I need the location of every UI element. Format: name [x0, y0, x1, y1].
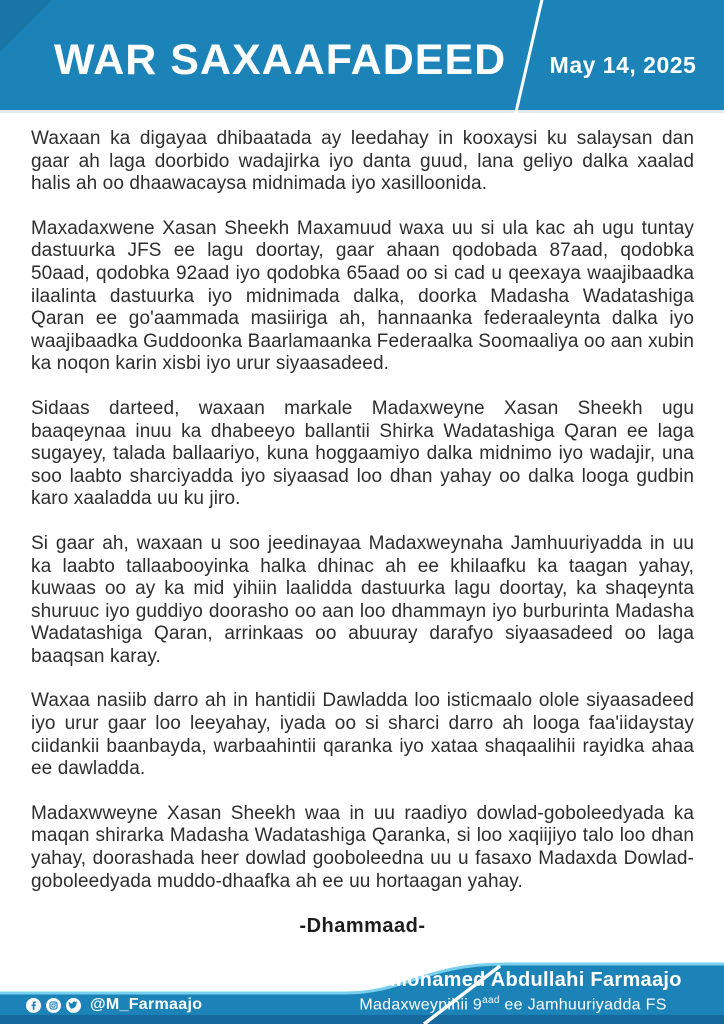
- document-body: [31, 128, 694, 938]
- paragraph-4: Si gaar ah, waxaan u soo jeedinayaa Madaxweynaha Jamhuuriyadda in uu ka laabto tallaabooyinka halka dhinac ah ee khilaafku ka taagan yahay, kuwaas oo ay ka mid yihiin laalidda dastuurka lagu doortay, ka shaqeynta shuruuc iyo guddiyo doorasho oo aan loo dhammayn iyo burburinta Madasha Wadatashiga Qaran, arrinkaas oo abuuray darafyo siyaasadeed oo laga baaqsan karay.: [31, 532, 694, 667]
- twitter-icon: [66, 998, 81, 1013]
- paragraph-5: Waxaa nasiib darro ah in hantidii Dawladda loo isticmaalo olole siyaasadeed iyo urur gaar loo leeyahay, iyada oo si sharci darro ah looga faa'iidaystay ciidankii baanbayda, warbaahintii qaranka iyo xataa shaqaalihii rayidka ahaa ee dawladda.: [31, 690, 694, 780]
- page-title: WAR SAXAAFADEED: [54, 36, 507, 84]
- official-title-ordinal: aad: [482, 994, 500, 1006]
- paragraph-2: Maxadaxwene Xasan Sheekh Maxamuud waxa uu si ula kac ah ugu tuntay dastuurka JFS ee lagu doortay, gaar ahaan qodobada 87aad, qodobka 50aad, qodobka 92aad iyo qodobka 65aad oo si cad u qeexaya waajibaadka ilaalinta dastuurka iyo midnimada dalka, doorka Madasha Wadatashiga Qaran ee go'aammada masiiriga ah, hannaanka federaaleynta dalka iyo waajibaadka Guddoonka Baarlamaanka Federaalka Soomaaliya oo aan xubin ka noqon karin xisbi iyo urur siyaasadeed.: [31, 217, 694, 375]
- official-name: H.E. Mohamed Abdullahi Farmaajo: [344, 968, 682, 991]
- official-title-suffix: ee Jamhuuriyadda FS: [499, 996, 667, 1013]
- footer: [0, 954, 724, 1024]
- facebook-icon: [26, 998, 41, 1013]
- social-handle-group: [26, 996, 202, 1014]
- end-mark: -Dhammaad-: [299, 915, 426, 938]
- header: [0, 0, 724, 113]
- header-corner-accent: [0, 0, 52, 52]
- paragraph-1: Waxaan ka digayaa dhibaatada ay leedahay in kooxaysi ku salaysan dan gaar ah laga doorbido wadajirka iyo danta guud, lana geliyo dalka xaalad halis ah oo dhaawacaysa midnimada iyo xasilloonida.: [31, 128, 694, 195]
- header-diagonal-divider: [512, 0, 545, 123]
- instagram-icon: [46, 998, 61, 1013]
- official-title-prefix: Madaxweynihii 9: [359, 996, 483, 1013]
- paragraph-3: Sidaas darteed, waxaan markale Madaxweyne Xasan Sheekh ugu baaqeynaa inuu ka dhabeeyo ballantii Shirka Wadatashiga Qaran ee laga sugayey, talada ballaariyo, kuna hoggaamiyo dalka midnimo iyo wadajir, una soo laabto sharciyadda iyo siyaasad loo dhan yahay oo dalka looga gudbin karo xaaladda uu ku jiro.: [31, 397, 694, 510]
- header-date: May 14, 2025: [549, 52, 697, 78]
- official-signature: [320, 969, 706, 1014]
- social-handle: @M_Farmaajo: [90, 996, 203, 1013]
- official-title: [320, 995, 706, 1014]
- paragraph-6: Madaxwweyne Xasan Sheekh waa in uu raadiyo dowlad-goboleedyada ka maqan shirarka Madasha Wadatashiga Qaranka, si loo xaqiijiyo talo loo dhan yahay, doorashada heer dowlad gooboleedna uu u fasaxo Madaxda Dowlad-goboleedyada muddo-dhaafka ah ee uu hortaagan yahay.: [31, 802, 694, 892]
